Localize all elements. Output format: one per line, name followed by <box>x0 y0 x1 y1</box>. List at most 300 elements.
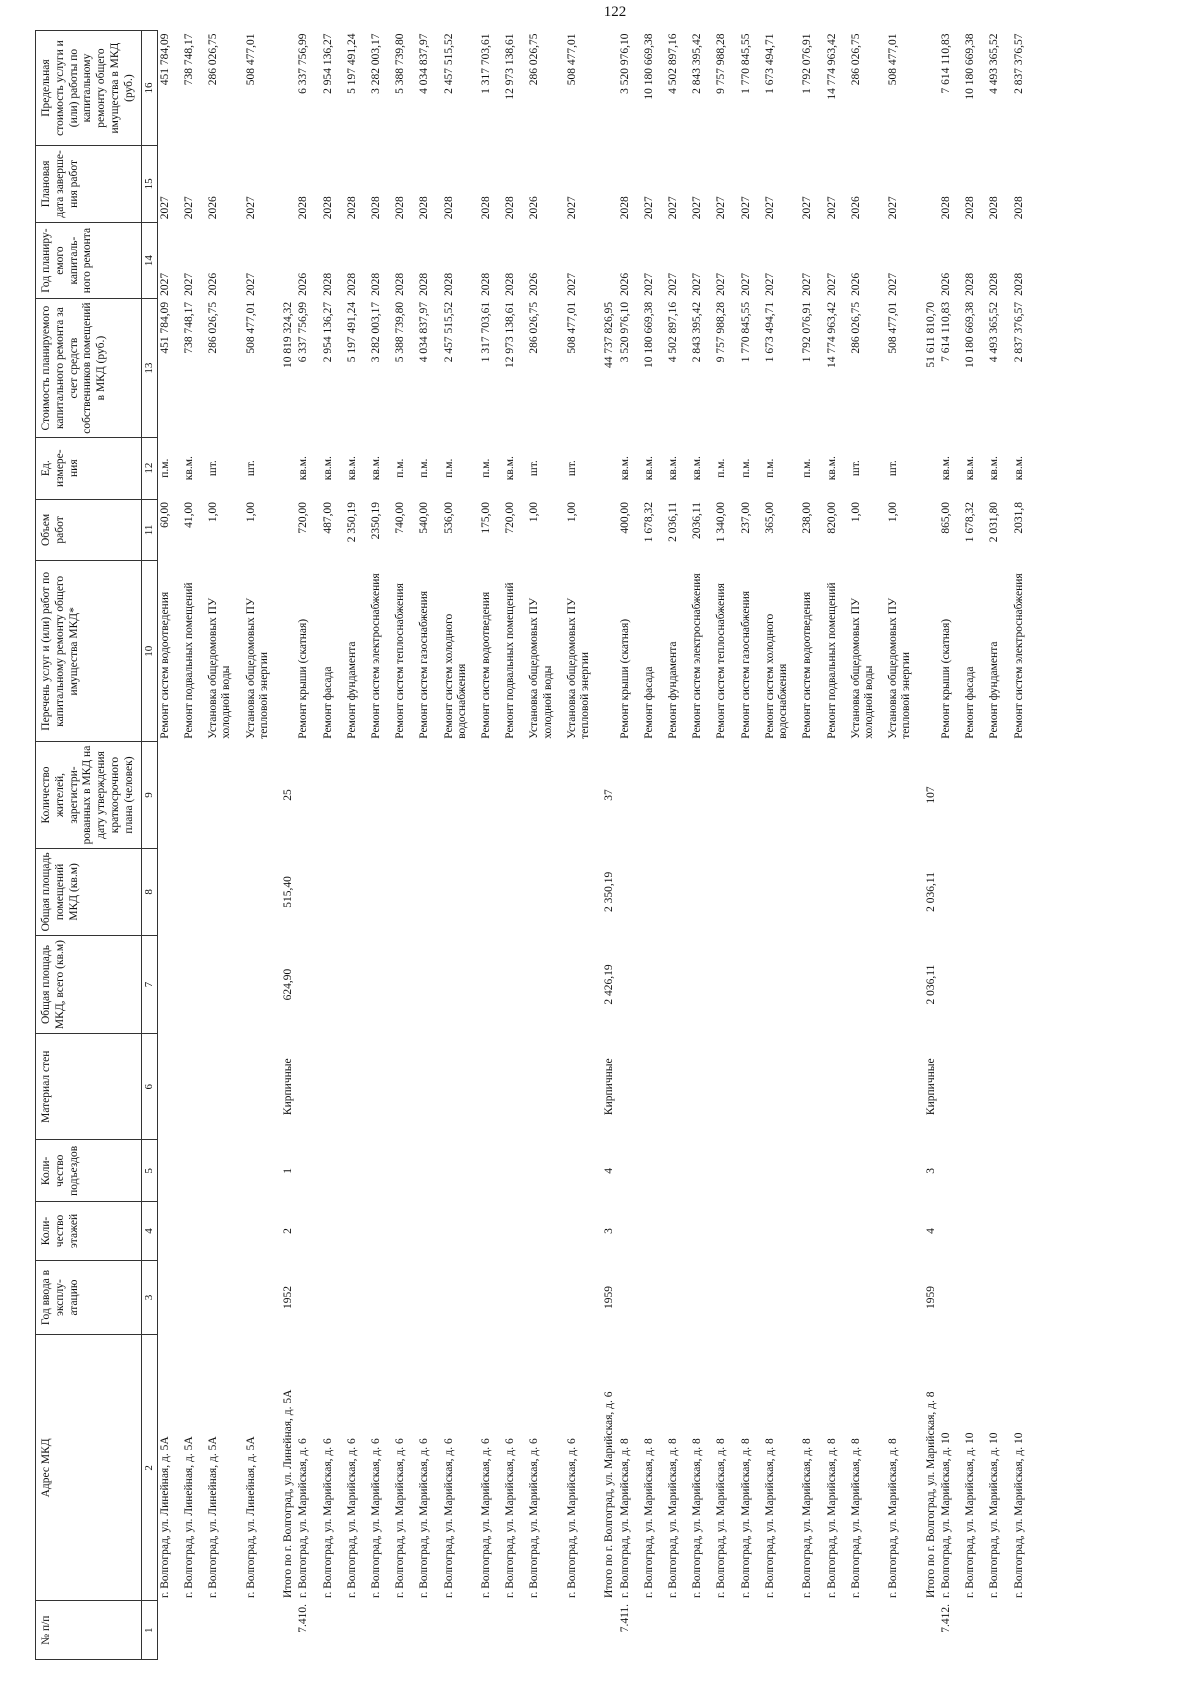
row-spacer <box>840 31 849 1660</box>
cell-floors <box>800 1202 815 1261</box>
cell-volume: 865,00 <box>939 502 952 534</box>
cell-limit-cost <box>924 31 939 146</box>
cell-unit: кв.м. <box>642 456 655 481</box>
cell-year-built <box>157 1260 173 1335</box>
cell-address: г. Волгоград, ул. Линейная, д. 5А <box>207 1436 220 1598</box>
cell-area-premises <box>618 848 633 935</box>
cell-end-year: 2028 <box>480 196 493 220</box>
cell-entrances <box>739 1140 754 1202</box>
cell-residents <box>206 742 234 848</box>
cell-limit-cost <box>281 31 296 146</box>
row-spacer <box>657 31 666 1660</box>
cell-wall <box>800 1034 815 1140</box>
cell-limit-cost: 3 520 976,10 <box>618 33 631 94</box>
cell-area-premises <box>479 848 494 935</box>
cell-end-year: 2027 <box>667 196 680 220</box>
table-row <box>345 31 360 1660</box>
cell-floors <box>345 1202 360 1261</box>
cell-area-premises <box>417 848 432 935</box>
cell-volume: 820,00 <box>825 502 838 534</box>
cell-address: г. Волгоград, ул. Марийская, д. 8 <box>618 1438 631 1598</box>
cell-end-year <box>602 146 617 223</box>
cell-residents <box>963 742 978 848</box>
cell-area-premises: 515,40 <box>282 876 295 908</box>
cell-year-built <box>296 1260 311 1335</box>
total-row <box>602 31 617 1660</box>
cell-plan-year: 2026 <box>297 272 310 296</box>
cell-works: Ремонт фундамента <box>667 641 680 739</box>
cell-wall <box>690 1034 705 1140</box>
column-number: 3 <box>141 1260 157 1335</box>
cell-cost: 508 477,01 <box>887 301 900 354</box>
cell-unit: п.м. <box>394 458 407 478</box>
cell-floors <box>849 1202 877 1261</box>
cell-end-year: 2027 <box>715 196 728 220</box>
cell-entrances <box>369 1140 384 1202</box>
cell-volume: 540,00 <box>418 502 431 534</box>
cell-works: Установка общедомовых ПУ тепловой энергии <box>244 597 270 739</box>
cell-cost: 1 792 076,91 <box>801 301 814 363</box>
cell-cost: 14 774 963,42 <box>825 301 838 369</box>
cell-wall <box>825 1034 840 1140</box>
cell-entrances: 3 <box>924 1167 937 1174</box>
cell-end-year: 2027 <box>825 196 838 220</box>
cell-year-built <box>206 1260 234 1335</box>
table-row <box>157 31 173 1660</box>
cell-works: Ремонт фасада <box>964 666 977 739</box>
cell-no <box>206 1601 234 1660</box>
cell-entrances <box>321 1140 336 1202</box>
cell-area-premises <box>157 848 173 935</box>
row-spacer-cell <box>915 31 924 1660</box>
cell-residents <box>393 742 408 848</box>
cell-area-premises <box>244 848 272 935</box>
column-number: 7 <box>141 936 157 1034</box>
cell-plan-year: 2027 <box>825 272 838 296</box>
column-number: 2 <box>141 1335 157 1601</box>
cell-limit-cost: 1 792 076,91 <box>801 33 814 94</box>
cell-residents <box>442 742 470 848</box>
cell-year-built <box>939 1260 954 1335</box>
cell-address: г. Волгоград, ул. Марийская, д. 6 <box>442 1438 455 1598</box>
cell-area-premises <box>442 848 470 935</box>
cell-volume <box>602 499 617 561</box>
cell-volume: 1 678,32 <box>964 502 977 543</box>
cell-cost: 2 457 515,52 <box>442 301 455 363</box>
cell-plan-year: 2028 <box>1012 272 1025 296</box>
table-row <box>618 31 633 1660</box>
cell-volume: 1,00 <box>849 502 862 523</box>
cell-cost: 6 337 756,99 <box>297 301 310 363</box>
cell-year-built <box>714 1260 729 1335</box>
cell-residents <box>345 742 360 848</box>
cell-area-premises <box>296 848 311 935</box>
cell-year-built <box>393 1260 408 1335</box>
row-spacer-cell <box>754 31 763 1660</box>
row-spacer-cell <box>384 31 393 1660</box>
cell-works: Ремонт подвальных помещений <box>504 582 517 739</box>
cell-area-total <box>157 936 173 1034</box>
cell-wall: Кирпичные <box>924 1058 937 1116</box>
cell-area-total <box>417 936 432 1034</box>
cell-floors <box>939 1202 954 1261</box>
cell-year-built <box>442 1260 470 1335</box>
cell-floors <box>206 1202 234 1261</box>
cell-no <box>642 1601 657 1660</box>
cell-entrances <box>182 1140 197 1202</box>
cell-end-year: 2027 <box>565 196 578 220</box>
cell-plan-year: 2028 <box>418 272 431 296</box>
cell-residents <box>800 742 815 848</box>
column-number: 11 <box>141 499 157 561</box>
cell-end-year <box>281 146 296 223</box>
cell-area-total <box>714 936 729 1034</box>
table-row <box>714 31 729 1660</box>
cell-plan-year: 2028 <box>442 272 455 296</box>
cell-plan-year: 2027 <box>244 272 257 296</box>
column-number: 15 <box>141 146 157 223</box>
cell-volume: 487,00 <box>321 502 334 534</box>
cell-address: г. Волгоград, ул. Марийская, д. 6 <box>321 1438 334 1598</box>
cell-plan-year: 2027 <box>642 272 655 296</box>
cell-works: Установка общедомовых ПУ тепловой энергии <box>565 597 592 739</box>
cell-no: 7.412. <box>939 1603 952 1633</box>
cell-works: Ремонт крыши (скатная) <box>939 618 952 739</box>
table-row <box>763 31 791 1660</box>
cell-limit-cost: 508 477,01 <box>887 33 900 86</box>
cell-unit: п.м. <box>715 458 728 478</box>
cell-entrances <box>886 1140 914 1202</box>
cell-area-premises: 2 036,11 <box>924 872 937 912</box>
cell-residents <box>244 742 272 848</box>
cell-volume: 60,00 <box>158 502 171 528</box>
cell-area-total <box>987 936 1002 1034</box>
cell-address: г. Волгоград, ул. Линейная, д. 5А <box>158 1436 171 1598</box>
cell-volume: 2031,8 <box>1012 502 1025 534</box>
cell-address: г. Волгоград, ул. Марийская, д. 6 <box>394 1438 407 1598</box>
cell-plan-year: 2028 <box>964 272 977 296</box>
cell-area-premises <box>369 848 384 935</box>
cell-works: Установка общедомовых ПУ холодной воды <box>528 597 554 739</box>
cell-year-built <box>800 1260 815 1335</box>
column-header-no: № п/п <box>36 1601 142 1660</box>
cell-cost: 12 973 138,61 <box>504 301 517 369</box>
cell-end-year: 2027 <box>244 196 257 220</box>
cell-entrances <box>1012 1140 1027 1202</box>
cell-year-built <box>963 1260 978 1335</box>
cell-wall <box>442 1034 470 1140</box>
cell-year-built <box>618 1260 633 1335</box>
cell-unit: кв.м. <box>964 456 977 481</box>
row-spacer-cell <box>730 31 739 1660</box>
cell-plan-year <box>924 222 939 299</box>
table-row <box>503 31 518 1660</box>
cell-year-built <box>565 1260 593 1335</box>
column-number: 8 <box>141 848 157 935</box>
cell-area-total: 2 036,11 <box>924 964 937 1005</box>
cell-works <box>281 561 296 742</box>
cell-cost: 1 673 494,71 <box>763 301 776 363</box>
cell-unit: кв.м. <box>321 456 334 481</box>
cell-wall <box>296 1034 311 1140</box>
cell-address: г. Волгоград, ул. Марийская, д. 8 <box>715 1438 728 1598</box>
cell-unit: кв.м. <box>667 456 680 481</box>
row-spacer <box>336 31 345 1660</box>
cell-wall <box>479 1034 494 1140</box>
cell-area-premises <box>939 848 954 935</box>
cell-limit-cost: 508 477,01 <box>244 33 257 86</box>
cell-entrances: 4 <box>603 1167 616 1174</box>
cell-area-premises <box>987 848 1002 935</box>
cell-plan-year: 2028 <box>369 272 382 296</box>
table-row <box>321 31 336 1660</box>
cell-limit-cost: 10 180 669,38 <box>964 33 977 100</box>
column-header-unit: Ед. измере-ния <box>36 437 142 499</box>
row-spacer <box>494 31 503 1660</box>
cell-area-total <box>886 936 914 1034</box>
cell-end-year: 2026 <box>849 196 862 220</box>
cell-area-premises <box>739 848 754 935</box>
cell-entrances <box>503 1140 518 1202</box>
cell-works: Ремонт систем водоотведения <box>158 591 171 739</box>
table-row <box>182 31 197 1660</box>
cell-limit-cost: 2 954 136,27 <box>321 33 334 94</box>
capital-repair-plan-table <box>35 30 1036 1660</box>
cell-address: г. Волгоград, ул. Марийская, д. 8 <box>691 1438 704 1598</box>
row-spacer-cell <box>1003 31 1012 1660</box>
table-row <box>244 31 272 1660</box>
row-spacer <box>384 31 393 1660</box>
cell-floors <box>618 1202 633 1261</box>
column-number: 6 <box>141 1034 157 1140</box>
cell-limit-cost: 5 388 739,80 <box>394 33 407 94</box>
table-row <box>666 31 681 1660</box>
cell-area-total <box>849 936 877 1034</box>
cell-cost: 4 493 365,52 <box>988 301 1001 363</box>
cell-cost: 10 180 669,38 <box>964 301 977 369</box>
cell-entrances <box>800 1140 815 1202</box>
table-row <box>393 31 408 1660</box>
cell-area-total <box>321 936 336 1034</box>
column-header-plan_year: Год планиру-емого капиталь-ного ремонта <box>36 222 142 299</box>
cell-wall: Кирпичные <box>603 1058 616 1116</box>
cell-works <box>924 561 939 742</box>
cell-works: Ремонт крыши (скатная) <box>618 618 631 739</box>
column-number: 16 <box>141 31 157 146</box>
cell-cost: 7 614 110,83 <box>939 301 952 362</box>
cell-no <box>527 1601 555 1660</box>
cell-unit: кв.м. <box>345 456 358 481</box>
cell-unit: п.м. <box>763 458 776 478</box>
table-row <box>527 31 555 1660</box>
cell-area-premises <box>527 848 555 935</box>
cell-entrances: 1 <box>282 1167 295 1174</box>
cell-works: Ремонт систем холодного водоснабжения <box>442 613 468 739</box>
cell-volume: 1,00 <box>207 502 220 523</box>
column-header-area_premises: Общая площадь помещений МКД (кв.м) <box>36 848 142 935</box>
cell-unit: кв.м. <box>297 456 310 481</box>
row-spacer <box>791 31 800 1660</box>
column-header-limit_cost: Предельная стоимость услуги и (или) работы по капитальному ремонту общего имущества в МКД (руб.) <box>36 31 142 146</box>
cell-year-built <box>886 1260 914 1335</box>
cell-unit: п.м. <box>442 458 455 478</box>
cell-area-total <box>369 936 384 1034</box>
cell-limit-cost: 6 337 756,99 <box>297 33 310 94</box>
cell-residents <box>987 742 1002 848</box>
cell-floors <box>763 1202 791 1261</box>
cell-floors: 3 <box>603 1228 616 1234</box>
cell-address: г. Волгоград, ул. Марийская, д. 10 <box>1012 1432 1025 1598</box>
cell-end-year: 2028 <box>504 196 517 220</box>
cell-area-total <box>527 936 555 1034</box>
cell-cost: 10 819 324,32 <box>282 301 295 369</box>
cell-area-premises <box>800 848 815 935</box>
cell-plan-year: 2027 <box>691 272 704 296</box>
cell-no <box>565 1601 593 1660</box>
cell-works: Ремонт систем теплоснабжения <box>715 583 728 739</box>
cell-no <box>886 1601 914 1660</box>
cell-end-year: 2028 <box>321 196 334 220</box>
cell-area-premises <box>503 848 518 935</box>
cell-limit-cost: 5 197 491,24 <box>345 33 358 94</box>
column-header-area_total: Общая площадь МКД, всего (кв.м) <box>36 936 142 1034</box>
row-spacer <box>877 31 886 1660</box>
cell-plan-year: 2028 <box>394 272 407 296</box>
cell-unit: кв.м. <box>988 456 1001 481</box>
cell-residents: 37 <box>603 789 616 801</box>
cell-volume: 1 678,32 <box>642 502 655 543</box>
cell-address: г. Волгоград, ул. Марийская, д. 8 <box>667 1438 680 1598</box>
table-row <box>442 31 470 1660</box>
cell-volume <box>924 499 939 561</box>
row-spacer-cell <box>433 31 442 1660</box>
cell-area-total <box>800 936 815 1034</box>
cell-residents: 25 <box>282 789 295 801</box>
cell-area-total <box>939 936 954 1034</box>
cell-limit-cost: 9 757 988,28 <box>715 33 728 94</box>
cell-year-built <box>763 1260 791 1335</box>
cell-limit-cost: 738 748,17 <box>182 33 195 86</box>
cell-unit: кв.м. <box>504 456 517 481</box>
cell-area-premises <box>886 848 914 935</box>
cell-area-total <box>244 936 272 1034</box>
row-spacer-cell <box>954 31 963 1660</box>
cell-works: Ремонт фундамента <box>988 641 1001 739</box>
cell-plan-year: 2027 <box>158 272 171 296</box>
cell-end-year: 2027 <box>763 196 776 220</box>
cell-area-premises <box>714 848 729 935</box>
column-number: 10 <box>141 561 157 742</box>
cell-plan-year: 2028 <box>988 272 1001 296</box>
cell-plan-year: 2027 <box>565 272 578 296</box>
cell-volume: 238,00 <box>801 502 814 534</box>
cell-address: г. Волгоград, ул. Марийская, д. 8 <box>849 1438 862 1598</box>
cell-address: г. Волгоград, ул. Марийская, д. 6 <box>345 1438 358 1598</box>
cell-year-built <box>503 1260 518 1335</box>
cell-limit-cost: 2 457 515,52 <box>442 33 455 94</box>
cell-area-premises <box>690 848 705 935</box>
cell-floors <box>714 1202 729 1261</box>
cell-year-built <box>987 1260 1002 1335</box>
column-number: 1 <box>141 1601 157 1660</box>
cell-cost: 51 611 810,70 <box>924 301 937 368</box>
cell-area-premises <box>666 848 681 935</box>
cell-entrances <box>345 1140 360 1202</box>
cell-year-built <box>244 1260 272 1335</box>
cell-end-year: 2028 <box>418 196 431 220</box>
cell-floors <box>886 1202 914 1261</box>
cell-area-premises <box>642 848 657 935</box>
cell-unit: шт. <box>244 460 257 477</box>
cell-no <box>602 1601 617 1660</box>
column-header-address: Адрес МКД <box>36 1335 142 1601</box>
table-row <box>642 31 657 1660</box>
cell-wall <box>244 1034 272 1140</box>
cell-cost: 4 034 837,97 <box>418 301 431 363</box>
cell-volume: 1,00 <box>565 502 578 523</box>
cell-limit-cost: 508 477,01 <box>565 33 578 86</box>
cell-area-premises <box>963 848 978 935</box>
cell-area-premises <box>206 848 234 935</box>
cell-floors <box>479 1202 494 1261</box>
cell-limit-cost: 4 493 365,52 <box>988 33 1001 94</box>
cell-residents <box>939 742 954 848</box>
cell-area-total <box>393 936 408 1034</box>
table-row <box>987 31 1002 1660</box>
cell-wall <box>321 1034 336 1140</box>
cell-plan-year: 2026 <box>939 272 952 296</box>
cell-end-year <box>924 146 939 223</box>
column-header-wall: Материал стен <box>36 1034 142 1140</box>
cell-area-total <box>565 936 593 1034</box>
cell-address: Итого по г. Волгоград, ул. Марийская, д. 6 <box>603 1391 616 1598</box>
cell-unit: шт. <box>565 460 578 477</box>
cell-end-year: 2028 <box>394 196 407 220</box>
cell-end-year: 2028 <box>297 196 310 220</box>
cell-limit-cost: 1 770 845,55 <box>739 33 752 94</box>
cell-residents <box>886 742 914 848</box>
cell-works: Установка общедомовых ПУ холодной воды <box>849 597 875 739</box>
cell-works: Ремонт систем электроснабжения <box>369 573 382 739</box>
cell-year-built <box>417 1260 432 1335</box>
cell-wall <box>369 1034 384 1140</box>
cell-works: Ремонт фундамента <box>345 641 358 739</box>
cell-cost: 3 520 976,10 <box>618 301 631 363</box>
cell-no <box>479 1601 494 1660</box>
cell-volume: 365,00 <box>763 502 776 534</box>
cell-year-built: 1959 <box>603 1286 616 1310</box>
cell-area-total <box>503 936 518 1034</box>
row-spacer-cell <box>494 31 503 1660</box>
cell-limit-cost: 12 973 138,61 <box>504 33 517 100</box>
cell-residents <box>527 742 555 848</box>
cell-area-total <box>206 936 234 1034</box>
cell-entrances <box>393 1140 408 1202</box>
table-row <box>690 31 705 1660</box>
cell-entrances <box>527 1140 555 1202</box>
cell-year-built <box>690 1260 705 1335</box>
cell-floors <box>244 1202 272 1261</box>
cell-area-total <box>739 936 754 1034</box>
cell-wall <box>763 1034 791 1140</box>
cell-no <box>442 1601 470 1660</box>
cell-end-year: 2027 <box>158 196 171 220</box>
row-spacer <box>954 31 963 1660</box>
cell-volume: 2350,19 <box>369 502 382 540</box>
row-spacer <box>730 31 739 1660</box>
cell-wall <box>182 1034 197 1140</box>
row-spacer <box>518 31 527 1660</box>
